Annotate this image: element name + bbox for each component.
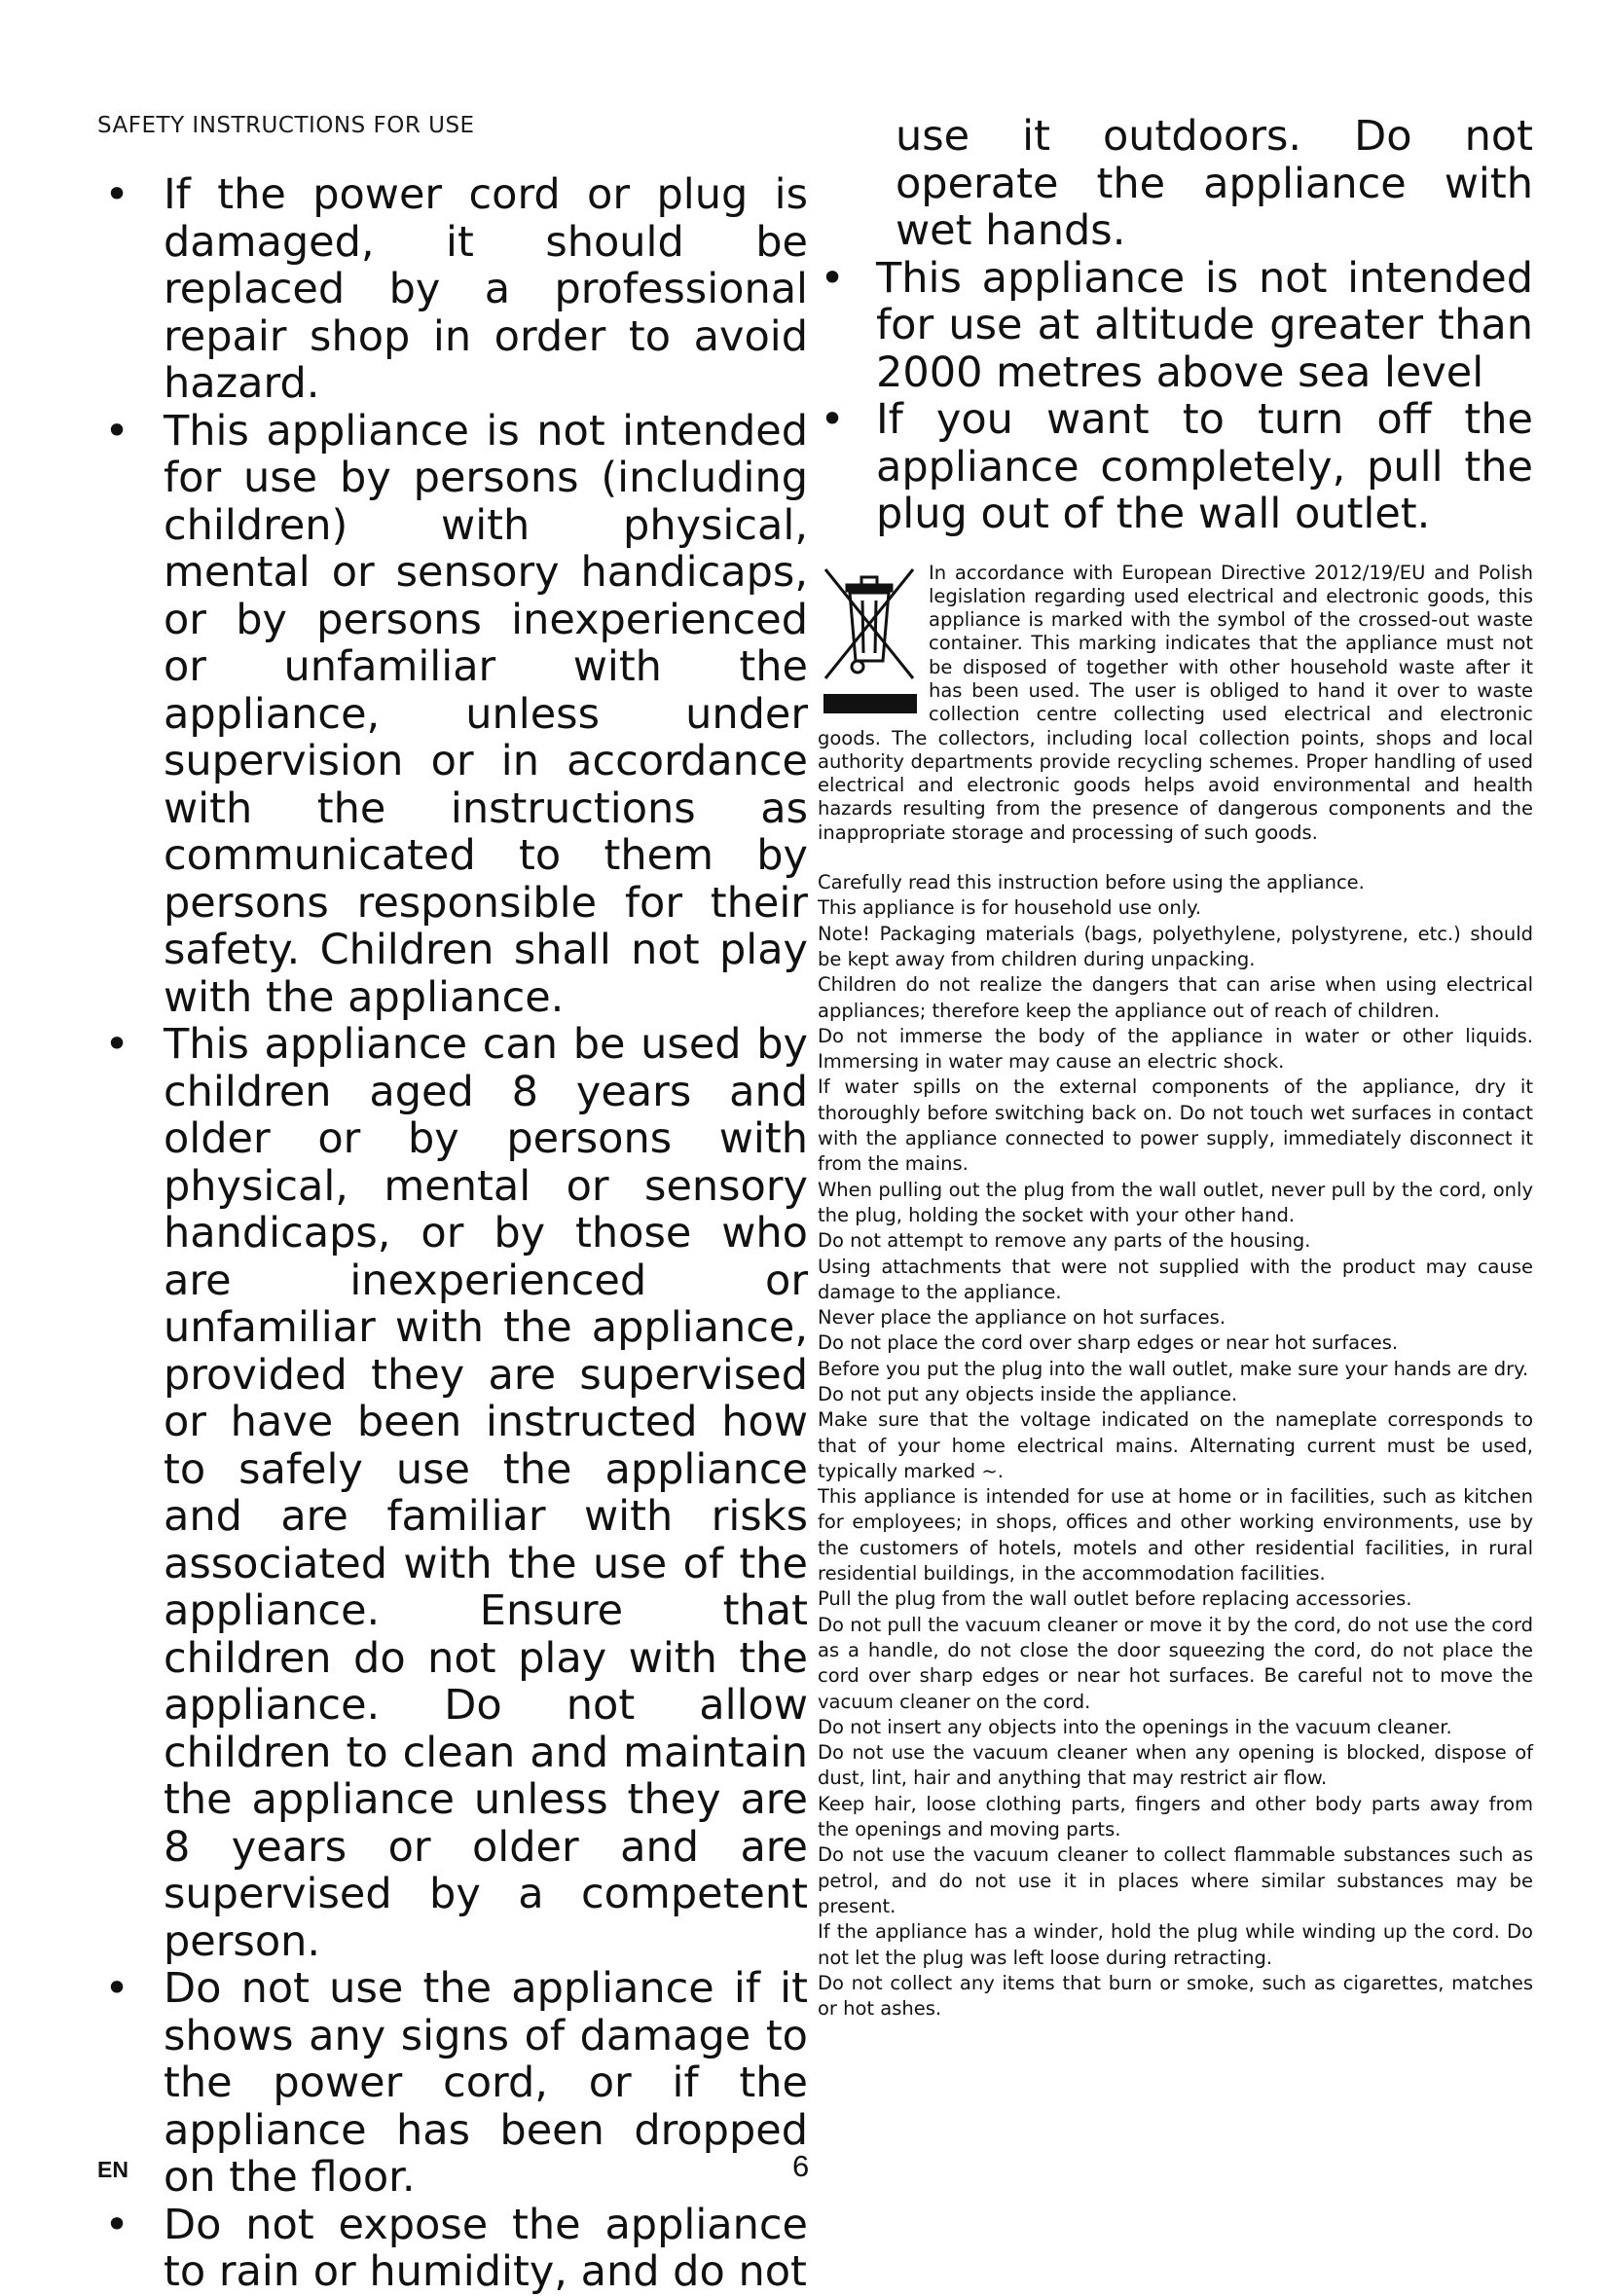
bullet-dot-icon: • [97, 408, 136, 456]
note-paragraph: Do not immerse the body of the appliance in water or other liquids. Immersing in water may cause an electric shock. [818, 1024, 1533, 1075]
bullet-dot-icon: • [97, 2202, 136, 2249]
note-paragraph: Do not use the vacuum cleaner to collect flammable substances such as petrol, and do not use it in places where similar substances may be present. [818, 1842, 1533, 1919]
note-paragraph: When pulling out the plug from the wall outlet, never pull by the cord, only the plug, holding the socket with your other hand. [818, 1178, 1533, 1229]
note-paragraph: Do not attempt to remove any parts of the housing. [818, 1228, 1533, 1254]
right-column [818, 113, 1533, 2022]
left-column [97, 171, 808, 2296]
note-paragraph: This appliance is for household use only. [818, 895, 1533, 921]
bullet-text: Do not expose the appliance to rain or humidity, and do not [164, 2201, 808, 2296]
weee-notice [818, 562, 1533, 846]
note-paragraph: Note! Packaging materials (bags, polyethylene, polystyrene, etc.) should be kept away from children during unpacking. [818, 922, 1533, 973]
note-paragraph: Do not put any objects inside the appliance. [818, 1382, 1533, 1407]
bullet-dot-icon: • [97, 1965, 136, 2013]
bullet-item [97, 1021, 808, 1965]
bullet-item [97, 171, 808, 408]
note-paragraph: Children do not realize the dangers that can arise when using electrical appliances; therefore keep the appliance out of reach of children. [818, 972, 1533, 1024]
note-paragraph: Do not collect any items that burn or smoke, such as cigarettes, matches or hot ashes. [818, 1971, 1533, 2023]
page-number: 6 [792, 2149, 809, 2184]
bullet-item [97, 408, 808, 1022]
note-paragraph: Do not use the vacuum cleaner when any opening is blocked, dispose of dust, lint, hair and anything that may restrict air flow. [818, 1740, 1533, 1792]
note-paragraph: Never place the appliance on hot surfaces. [818, 1305, 1533, 1330]
bullet-text: This appliance can be used by children aged 8 years and older or by persons with physical, mental or sensory handicaps, or by those who are inexperienced or unfamiliar with the appliance, provided they are supervised or have been instructed how to safely use the appliance and are familiar with risks associated with the use of the appliance. Ensure that children do not play with the appliance. Do not allow children to clean and maintain the appliance unless they are 8 years or older and are supervised by a competent person. [164, 1020, 808, 1966]
weee-text: In accordance with European Directive 2012/19/EU and Polish legislation regarding used electrical and electronic goods, this appliance is marked with the symbol of the crossed-out waste container. This marking indicates that the appliance must not be disposed of together with other household waste after it has been used. The user is obliged to hand it over to waste collection centre collecting used electrical and electronic goods. The collectors, including local collection points, shops and local authority departments provide recycling schemes. Proper handling of used electrical and electronic goods helps avoid environmental and health hazards resulting from the presence of dangerous components and the inappropriate storage and processing of such goods. [818, 562, 1533, 844]
bullet-item [818, 255, 1533, 397]
bullet-dot-icon: • [97, 171, 136, 219]
crossed-out-bin-icon [818, 562, 921, 721]
note-paragraph: If water spills on the external components of the appliance, dry it thoroughly before switching back on. Do not touch wet surfaces in contact with the appliance connected to power supply, immediately disconnect it from the mains. [818, 1075, 1533, 1177]
note-paragraph: If the appliance has a winder, hold the plug while winding up the cord. Do not let the plug was left loose during retracting. [818, 1919, 1533, 1971]
note-paragraph: Carefully read this instruction before using the appliance. [818, 870, 1533, 895]
note-paragraph: Do not insert any objects into the openings in the vacuum cleaner. [818, 1715, 1533, 1740]
note-paragraph: Keep hair, loose clothing parts, fingers and other body parts away from the openings and moving parts. [818, 1792, 1533, 1843]
bullet-text: This appliance is not intended for use at altitude greater than 2000 metres above sea level [876, 254, 1533, 397]
language-label: EN [97, 2157, 128, 2183]
bullet-text: If you want to turn off the appliance completely, pull the plug out of the wall outlet. [876, 395, 1533, 538]
page-header: SAFETY INSTRUCTIONS FOR USE [97, 113, 475, 138]
safety-notes [818, 870, 1533, 2022]
bullet-item [97, 1965, 808, 2202]
bullet-dot-icon: • [818, 396, 847, 444]
bullet-item [97, 2202, 808, 2296]
bullet-dot-icon: • [818, 255, 847, 303]
bullet-text: This appliance is not intended for use by persons (including children) with physical, mental or sensory handicaps, or by persons inexperienced or unfamiliar with the appliance, unless under supervision or in accordance with the instructions as communicated to them by persons responsible for their safety. Children shall not play with the appliance. [164, 407, 808, 1022]
note-paragraph: This appliance is intended for use at home or in facilities, such as kitchen for employees; in shops, offices and other working environments, use by the customers of hotels, motels and other residential facilities, in rural residential buildings, in the accommodation facilities. [818, 1484, 1533, 1586]
bullet-text: If the power cord or plug is damaged, it should be replaced by a professional repair shop in order to avoid hazard. [164, 170, 808, 408]
bullet-text: Do not use the appliance if it shows any signs of damage to the power cord, or if the appliance has been dropped on the floor. [164, 1964, 808, 2202]
note-paragraph: Using attachments that were not supplied with the product may cause damage to the appliance. [818, 1255, 1533, 1306]
bullet-item [818, 396, 1533, 538]
bullet-dot-icon: • [97, 1021, 136, 1069]
note-paragraph: Do not place the cord over sharp edges or near hot surfaces. [818, 1330, 1533, 1356]
note-paragraph: Before you put the plug into the wall outlet, make sure your hands are dry. [818, 1357, 1533, 1382]
continued-bullet-text: use it outdoors. Do not operate the appliance with wet hands. [818, 113, 1533, 255]
note-paragraph: Make sure that the voltage indicated on the nameplate corresponds to that of your home electrical mains. Alternating current must be used, typically marked ~. [818, 1407, 1533, 1484]
note-paragraph: Do not pull the vacuum cleaner or move it by the cord, do not use the cord as a handle, do not close the door squeezing the cord, do not place the cord over sharp edges or near hot surfaces. Be careful not to move the vacuum cleaner on the cord. [818, 1613, 1533, 1715]
note-paragraph: Pull the plug from the wall outlet before replacing accessories. [818, 1586, 1533, 1612]
